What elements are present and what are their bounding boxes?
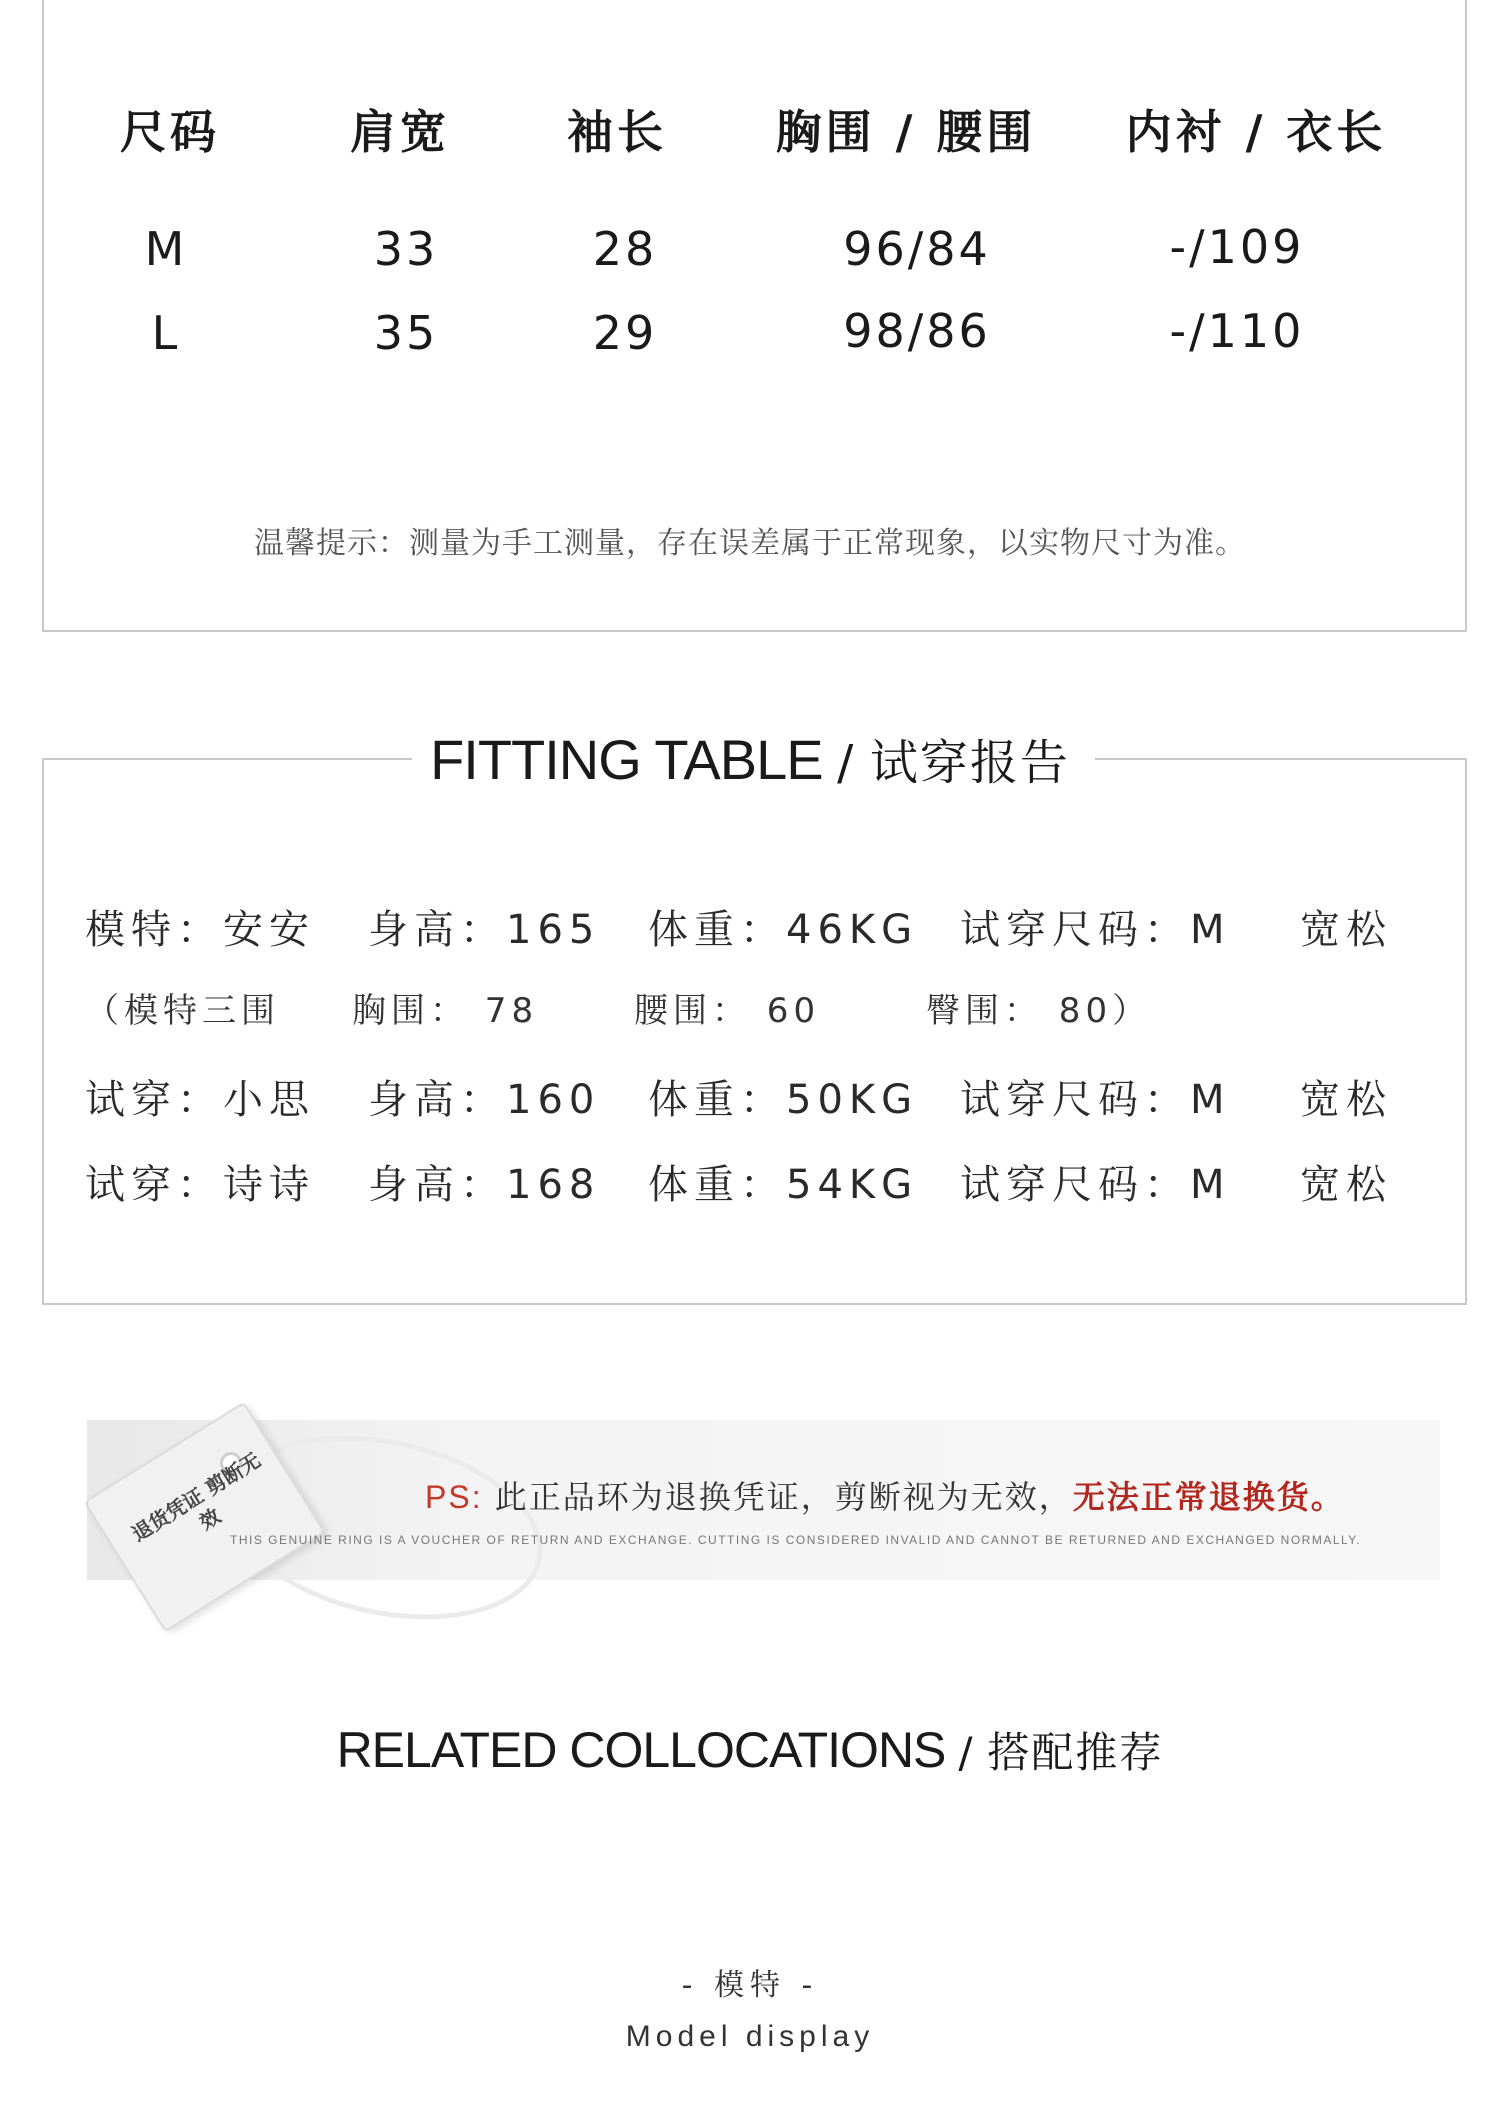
model-display-en: Model display [625,2020,875,2053]
size-cell: 98/86 [843,304,991,358]
related-title-sep: / [958,1728,975,1777]
fitting-cell: 身高：168 [368,1162,601,1208]
fitting-cell: 臀围： 80） [926,991,1152,1031]
size-cell: -/109 [1169,220,1305,274]
size-note: 温馨提示：测量为手工测量，存在误差属于正常现象，以实物尺寸为准。 [254,526,1246,561]
size-cell: L [151,306,181,360]
size-cell: 29 [592,306,658,360]
fitting-title-en: FITTING TABLE [430,728,823,791]
fitting-cell: 模特：安安 [85,907,315,953]
ps-line [425,1472,1345,1518]
ps-english: THIS GENUINE RING IS A VOUCHER OF RETURN AND EXCHANGE. CUTTING IS CONSIDERED INVALID AND CANNOT BE RETURNED AND EXCHANGED NORMALLY. [230,1533,1362,1547]
fitting-table-box [42,760,1467,1305]
ps-highlight: 无法正常退换货。 [1072,1478,1345,1516]
fitting-cell: 宽松 [1300,1077,1392,1123]
size-header-chest-waist: 胸围 / 腰围 [775,105,1037,159]
related-title [0,1720,1500,1780]
model-display-cn: - 模特 - [681,1968,819,2003]
fitting-cell: 宽松 [1300,1162,1392,1208]
fitting-cell: 试穿：诗诗 [85,1162,315,1208]
fitting-cell: 试穿：小思 [85,1077,315,1123]
ps-label: PS: [425,1479,483,1515]
size-header-lining-length: 内衬 / 衣长 [1125,105,1387,159]
fitting-cell: （模特三围 [85,991,280,1031]
size-cell: 33 [373,222,439,276]
size-cell: 96/84 [843,222,991,276]
fitting-cell: 试穿尺码：M [960,1077,1231,1123]
fitting-cell: 胸围： 78 [352,991,539,1031]
fitting-cell: 体重：50KG [648,1077,919,1123]
fitting-title-sep: / [837,735,856,791]
fitting-cell: 身高：160 [368,1077,601,1123]
size-cell: 35 [373,306,439,360]
size-header-shoulder: 肩宽 [350,105,450,159]
fitting-cell: 试穿尺码：M [960,907,1231,953]
fitting-cell: 试穿尺码：M [960,1162,1231,1208]
related-title-en: RELATED COLLOCATIONS [336,1722,946,1778]
size-cell: M [144,222,188,276]
size-header-size: 尺码 [120,105,220,159]
size-cell: -/110 [1169,304,1305,358]
fitting-cell: 腰围： 60 [634,991,821,1031]
fitting-cell: 体重：46KG [648,907,919,953]
related-title-cn: 搭配推荐 [987,1728,1164,1777]
size-cell: 28 [592,222,658,276]
size-header-sleeve: 袖长 [567,105,667,159]
fitting-cell: 宽松 [1300,907,1392,953]
tag-text: 退货凭证 剪断无效 [127,1447,265,1547]
fitting-title [0,724,1500,793]
fitting-cell: 体重：54KG [648,1162,919,1208]
fitting-cell: 身高：165 [368,907,601,953]
fitting-title-cn: 试穿报告 [869,735,1070,791]
ps-text: 此正品环为退换凭证，剪断视为无效， [494,1478,1073,1516]
